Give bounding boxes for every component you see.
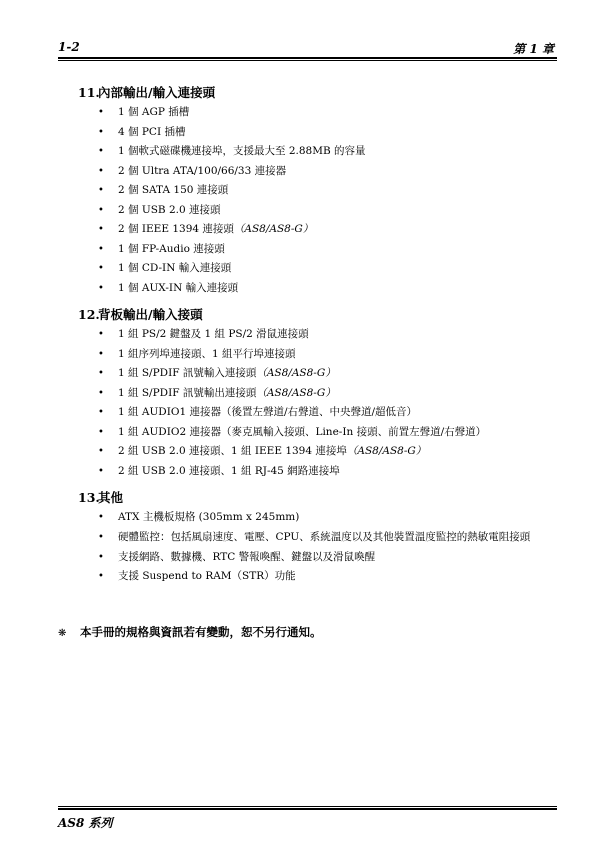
list-item: • 支援網路、數據機、RTC 警報喚醒、鍵盤以及滑鼠喚醒 [78, 548, 556, 568]
bullet-icon: • [98, 512, 104, 523]
list-item: • 1 個 AGP 插槽 [78, 103, 556, 123]
notice [58, 624, 322, 640]
list-item: • 2 個 SATA 150 連接頭 [78, 181, 556, 201]
list-item: • 1 組 S/PDIF 訊號輸出連接頭（AS8/AS8-G） [78, 384, 556, 404]
list-item: • 1 個軟式磁碟機連接埠，支援最大至 2.88MB 的容量 [78, 142, 556, 162]
spec-content [78, 82, 556, 593]
section-title-text: 其他 [98, 490, 124, 505]
footer-series: AS8 系列 [58, 816, 113, 830]
asterism-icon: ❋ [58, 628, 67, 639]
list-item: • 2 組 USB 2.0 連接頭、1 組 RJ-45 網路連接埠 [78, 462, 556, 482]
bullet-icon: • [98, 126, 104, 138]
bullet-icon: • [98, 446, 104, 457]
list-item: • 2 組 USB 2.0 連接頭、1 組 IEEE 1394 連接埠（AS8/AS8-G） [78, 442, 556, 462]
section-title-text: 內部輸出/輸入連接頭 [98, 85, 216, 100]
list-item: • 2 個 IEEE 1394 連接頭（AS8/AS8-G） [78, 220, 556, 240]
header-rule [58, 57, 557, 59]
list-item: • 1 組 S/PDIF 訊號輸入連接頭（AS8/AS8-G） [78, 364, 556, 384]
list-item: • 2 個 USB 2.0 連接頭 [78, 201, 556, 221]
chapter-label: 第 1 章 [513, 42, 554, 56]
model-note: （AS8/AS8-G） [346, 445, 427, 457]
spec-list [78, 103, 556, 298]
notice-text: 本手冊的規格與資訊若有變動，恕不另行通知。 [80, 625, 322, 639]
bullet-icon: • [98, 531, 104, 543]
footer-rule-thin [58, 806, 557, 807]
header-rule-thin [58, 60, 557, 61]
section-title [78, 304, 556, 325]
section-title-text: 背板輸出/輸入接頭 [98, 307, 203, 322]
section-number: 11. [78, 85, 100, 100]
list-item: • 1 組 AUDIO2 連接器（麥克風輸入接頭、Line-In 接頭、前置左聲道/右聲道） [78, 423, 556, 443]
section-internal-io [78, 82, 556, 298]
list-item: • 硬體監控：包括風扇速度、電壓、CPU、系統溫度以及其他裝置溫度監控的熱敏電阻接頭 [98, 530, 531, 543]
bullet-icon: • [98, 465, 104, 477]
bullet-icon: • [98, 107, 104, 118]
section-title [78, 82, 556, 103]
bullet-icon: • [98, 368, 104, 379]
bullet-icon: • [98, 263, 104, 274]
list-item: • 4 個 PCI 插槽 [78, 123, 556, 143]
bullet-icon: • [98, 426, 104, 438]
bullet-icon: • [98, 329, 104, 340]
bullet-icon: • [98, 551, 104, 563]
bullet-icon: • [98, 146, 104, 157]
bullet-icon: • [98, 571, 104, 582]
model-note: （AS8/AS8-G） [256, 386, 336, 399]
bullet-icon: • [98, 348, 104, 360]
section-backpanel-io [78, 304, 556, 481]
bullet-icon: • [98, 387, 104, 399]
list-item: • 支援 Suspend to RAM（STR）功能 [78, 567, 556, 587]
spec-list [78, 508, 556, 587]
section-number: 13. [78, 490, 100, 505]
list-item: • 1 個 CD-IN 輸入連接頭 [78, 259, 556, 279]
bullet-icon: • [98, 224, 104, 235]
bullet-icon: • [98, 282, 104, 294]
section-number: 12. [78, 307, 100, 322]
list-item: • ATX 主機板規格 (305mm x 245mm) [78, 508, 556, 528]
list-item: • 2 個 Ultra ATA/100/66/33 連接器 [78, 162, 556, 182]
bullet-icon: • [98, 165, 104, 177]
bullet-icon: • [98, 407, 104, 418]
bullet-icon: • [98, 185, 104, 196]
bullet-icon: • [98, 204, 104, 216]
list-item: • 1 組序列埠連接頭、1 組平行埠連接頭 [78, 345, 556, 365]
spec-list [78, 325, 556, 481]
list-item: • 1 組 PS/2 鍵盤及 1 組 PS/2 滑鼠連接頭 [78, 325, 556, 345]
section-other [78, 487, 556, 587]
list-item: • 1 個 AUX-IN 輸入連接頭 [78, 279, 556, 299]
bullet-icon: • [98, 243, 104, 255]
list-item: • 1 組 AUDIO1 連接器（後置左聲道/右聲道、中央聲道/超低音） [78, 403, 556, 423]
footer-rule [58, 808, 557, 810]
list-item: • 1 個 FP-Audio 連接頭 [78, 240, 556, 260]
page-number: 1-2 [58, 40, 80, 54]
model-note: （AS8/AS8-G） [256, 367, 336, 379]
section-title [78, 487, 556, 508]
model-note: （AS8/AS8-G） [233, 223, 314, 235]
